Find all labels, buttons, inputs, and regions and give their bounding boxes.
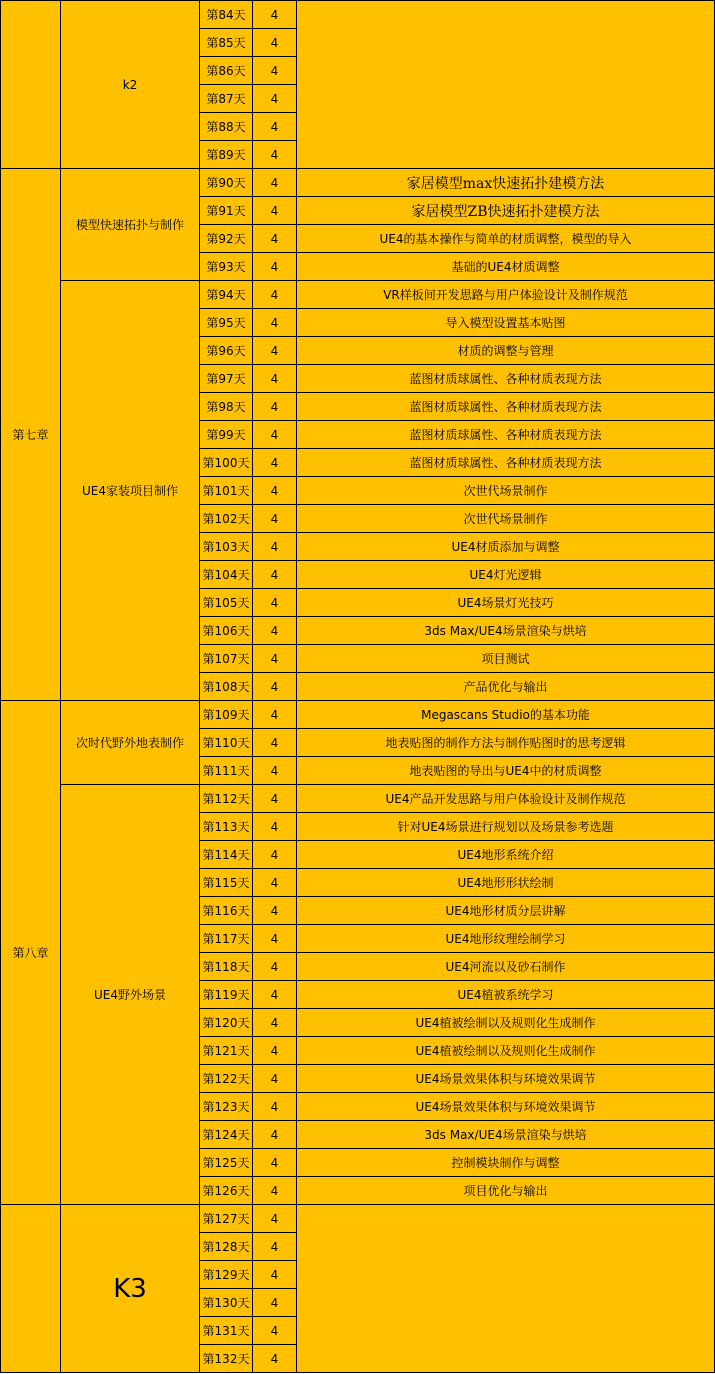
topic-cell: UE4场景效果体积与环境效果调节 bbox=[297, 1093, 715, 1121]
day-cell: 第87天 bbox=[200, 85, 253, 113]
table-row bbox=[1, 281, 715, 309]
hours-cell: 4 bbox=[253, 701, 297, 729]
topic-cell: Megascans Studio的基本功能 bbox=[297, 701, 715, 729]
day-cell: 第111天 bbox=[200, 757, 253, 785]
hours-cell: 4 bbox=[253, 393, 297, 421]
module-cell-outdoor-surface: 次时代野外地表制作 bbox=[61, 701, 200, 785]
hours-cell: 4 bbox=[253, 1205, 297, 1233]
topic-cell: 3ds Max/UE4场景渲染与烘培 bbox=[297, 1121, 715, 1149]
topic-cell: 次世代场景制作 bbox=[297, 505, 715, 533]
hours-cell: 4 bbox=[253, 505, 297, 533]
topic-cell: 地表贴图的制作方法与制作贴图时的思考逻辑 bbox=[297, 729, 715, 757]
day-cell: 第115天 bbox=[200, 869, 253, 897]
topic-cell: VR样板间开发思路与用户体验设计及制作规范 bbox=[297, 281, 715, 309]
hours-cell: 4 bbox=[253, 1177, 297, 1205]
hours-cell: 4 bbox=[253, 1, 297, 29]
hours-cell: 4 bbox=[253, 1289, 297, 1317]
day-cell: 第124天 bbox=[200, 1121, 253, 1149]
table-row bbox=[1, 701, 715, 729]
day-cell: 第88天 bbox=[200, 113, 253, 141]
topic-cell: 蓝图材质球属性、各种材质表现方法 bbox=[297, 421, 715, 449]
day-cell: 第118天 bbox=[200, 953, 253, 981]
hours-cell: 4 bbox=[253, 925, 297, 953]
day-cell: 第92天 bbox=[200, 225, 253, 253]
hours-cell: 4 bbox=[253, 1121, 297, 1149]
day-cell: 第105天 bbox=[200, 589, 253, 617]
day-cell: 第107天 bbox=[200, 645, 253, 673]
hours-cell: 4 bbox=[253, 477, 297, 505]
day-cell: 第126天 bbox=[200, 1177, 253, 1205]
topic-cell: UE4场景灯光技巧 bbox=[297, 589, 715, 617]
topic-cell: UE4植被绘制以及规则化生成制作 bbox=[297, 1009, 715, 1037]
day-cell: 第130天 bbox=[200, 1289, 253, 1317]
hours-cell: 4 bbox=[253, 589, 297, 617]
hours-cell: 4 bbox=[253, 337, 297, 365]
topic-cell-empty bbox=[297, 1205, 715, 1373]
day-cell: 第128天 bbox=[200, 1233, 253, 1261]
topic-cell: 家居模型max快速拓扑建模方法 bbox=[297, 169, 715, 197]
hours-cell: 4 bbox=[253, 897, 297, 925]
day-cell: 第103天 bbox=[200, 533, 253, 561]
table-row bbox=[1, 1, 715, 29]
hours-cell: 4 bbox=[253, 29, 297, 57]
table-row bbox=[1, 1205, 715, 1233]
topic-cell: UE4植被绘制以及规则化生成制作 bbox=[297, 1037, 715, 1065]
chapter-cell-empty bbox=[1, 1205, 61, 1373]
hours-cell: 4 bbox=[253, 785, 297, 813]
day-cell: 第96天 bbox=[200, 337, 253, 365]
topic-cell: 次世代场景制作 bbox=[297, 477, 715, 505]
hours-cell: 4 bbox=[253, 729, 297, 757]
day-cell: 第113天 bbox=[200, 813, 253, 841]
day-cell: 第131天 bbox=[200, 1317, 253, 1345]
hours-cell: 4 bbox=[253, 561, 297, 589]
day-cell: 第116天 bbox=[200, 897, 253, 925]
topic-cell: UE4材质添加与调整 bbox=[297, 533, 715, 561]
topic-cell: 蓝图材质球属性、各种材质表现方法 bbox=[297, 393, 715, 421]
day-cell: 第98天 bbox=[200, 393, 253, 421]
hours-cell: 4 bbox=[253, 981, 297, 1009]
module-cell-ue4-home: UE4家装项目制作 bbox=[61, 281, 200, 701]
module-cell-k3: K3 bbox=[61, 1205, 200, 1373]
hours-cell: 4 bbox=[253, 1233, 297, 1261]
topic-cell: 导入模型设置基本贴图 bbox=[297, 309, 715, 337]
hours-cell: 4 bbox=[253, 1037, 297, 1065]
day-cell: 第97天 bbox=[200, 365, 253, 393]
hours-cell: 4 bbox=[253, 85, 297, 113]
hours-cell: 4 bbox=[253, 449, 297, 477]
topic-cell-empty bbox=[297, 1, 715, 169]
hours-cell: 4 bbox=[253, 757, 297, 785]
day-cell: 第101天 bbox=[200, 477, 253, 505]
topic-cell: UE4地形材质分层讲解 bbox=[297, 897, 715, 925]
hours-cell: 4 bbox=[253, 281, 297, 309]
hours-cell: 4 bbox=[253, 197, 297, 225]
hours-cell: 4 bbox=[253, 169, 297, 197]
day-cell: 第93天 bbox=[200, 253, 253, 281]
hours-cell: 4 bbox=[253, 141, 297, 169]
hours-cell: 4 bbox=[253, 1093, 297, 1121]
hours-cell: 4 bbox=[253, 309, 297, 337]
day-cell: 第99天 bbox=[200, 421, 253, 449]
hours-cell: 4 bbox=[253, 533, 297, 561]
hours-cell: 4 bbox=[253, 617, 297, 645]
day-cell: 第121天 bbox=[200, 1037, 253, 1065]
hours-cell: 4 bbox=[253, 1317, 297, 1345]
day-cell: 第106天 bbox=[200, 617, 253, 645]
day-cell: 第108天 bbox=[200, 673, 253, 701]
topic-cell: UE4植被系统学习 bbox=[297, 981, 715, 1009]
day-cell: 第86天 bbox=[200, 57, 253, 85]
day-cell: 第84天 bbox=[200, 1, 253, 29]
topic-cell: 地表贴图的导出与UE4中的材质调整 bbox=[297, 757, 715, 785]
hours-cell: 4 bbox=[253, 225, 297, 253]
day-cell: 第122天 bbox=[200, 1065, 253, 1093]
day-cell: 第110天 bbox=[200, 729, 253, 757]
hours-cell: 4 bbox=[253, 1345, 297, 1373]
hours-cell: 4 bbox=[253, 1065, 297, 1093]
day-cell: 第112天 bbox=[200, 785, 253, 813]
day-cell: 第125天 bbox=[200, 1149, 253, 1177]
hours-cell: 4 bbox=[253, 365, 297, 393]
table-row bbox=[1, 169, 715, 197]
topic-cell: 蓝图材质球属性、各种材质表现方法 bbox=[297, 449, 715, 477]
topic-cell: 控制模块制作与调整 bbox=[297, 1149, 715, 1177]
day-cell: 第109天 bbox=[200, 701, 253, 729]
topic-cell: UE4灯光逻辑 bbox=[297, 561, 715, 589]
hours-cell: 4 bbox=[253, 113, 297, 141]
hours-cell: 4 bbox=[253, 673, 297, 701]
hours-cell: 4 bbox=[253, 421, 297, 449]
day-cell: 第94天 bbox=[200, 281, 253, 309]
day-cell: 第114天 bbox=[200, 841, 253, 869]
hours-cell: 4 bbox=[253, 645, 297, 673]
day-cell: 第102天 bbox=[200, 505, 253, 533]
day-cell: 第89天 bbox=[200, 141, 253, 169]
topic-cell: 家居模型ZB快速拓扑建模方法 bbox=[297, 197, 715, 225]
day-cell: 第95天 bbox=[200, 309, 253, 337]
topic-cell: 蓝图材质球属性、各种材质表现方法 bbox=[297, 365, 715, 393]
topic-cell: UE4地形形状绘制 bbox=[297, 869, 715, 897]
day-cell: 第104天 bbox=[200, 561, 253, 589]
topic-cell: UE4地形纹理绘制学习 bbox=[297, 925, 715, 953]
day-cell: 第123天 bbox=[200, 1093, 253, 1121]
hours-cell: 4 bbox=[253, 841, 297, 869]
day-cell: 第91天 bbox=[200, 197, 253, 225]
chapter-cell-empty bbox=[1, 1, 61, 169]
hours-cell: 4 bbox=[253, 253, 297, 281]
topic-cell: 材质的调整与管理 bbox=[297, 337, 715, 365]
day-cell: 第117天 bbox=[200, 925, 253, 953]
table-row bbox=[1, 785, 715, 813]
topic-cell: 3ds Max/UE4场景渲染与烘培 bbox=[297, 617, 715, 645]
chapter-cell-7: 第七章 bbox=[1, 169, 61, 701]
day-cell: 第85天 bbox=[200, 29, 253, 57]
day-cell: 第90天 bbox=[200, 169, 253, 197]
topic-cell: 项目优化与输出 bbox=[297, 1177, 715, 1205]
hours-cell: 4 bbox=[253, 57, 297, 85]
day-cell: 第100天 bbox=[200, 449, 253, 477]
module-cell-k2: k2 bbox=[61, 1, 200, 169]
module-cell-ue4-outdoor: UE4野外场景 bbox=[61, 785, 200, 1205]
day-cell: 第127天 bbox=[200, 1205, 253, 1233]
day-cell: 第119天 bbox=[200, 981, 253, 1009]
hours-cell: 4 bbox=[253, 813, 297, 841]
topic-cell: 项目测试 bbox=[297, 645, 715, 673]
chapter-cell-8: 第八章 bbox=[1, 701, 61, 1205]
day-cell: 第120天 bbox=[200, 1009, 253, 1037]
topic-cell: 针对UE4场景进行规划以及场景参考选题 bbox=[297, 813, 715, 841]
topic-cell: UE4河流以及砂石制作 bbox=[297, 953, 715, 981]
hours-cell: 4 bbox=[253, 953, 297, 981]
topic-cell: UE4场景效果体积与环境效果调节 bbox=[297, 1065, 715, 1093]
day-cell: 第129天 bbox=[200, 1261, 253, 1289]
topic-cell: 基础的UE4材质调整 bbox=[297, 253, 715, 281]
topic-cell: UE4的基本操作与简单的材质调整，模型的导入 bbox=[297, 225, 715, 253]
day-cell: 第132天 bbox=[200, 1345, 253, 1373]
hours-cell: 4 bbox=[253, 1149, 297, 1177]
topic-cell: UE4产品开发思路与用户体验设计及制作规范 bbox=[297, 785, 715, 813]
topic-cell: UE4地形系统介绍 bbox=[297, 841, 715, 869]
hours-cell: 4 bbox=[253, 1009, 297, 1037]
hours-cell: 4 bbox=[253, 1261, 297, 1289]
hours-cell: 4 bbox=[253, 869, 297, 897]
module-cell-model-topo: 模型快速拓扑与制作 bbox=[61, 169, 200, 281]
topic-cell: 产品优化与输出 bbox=[297, 673, 715, 701]
